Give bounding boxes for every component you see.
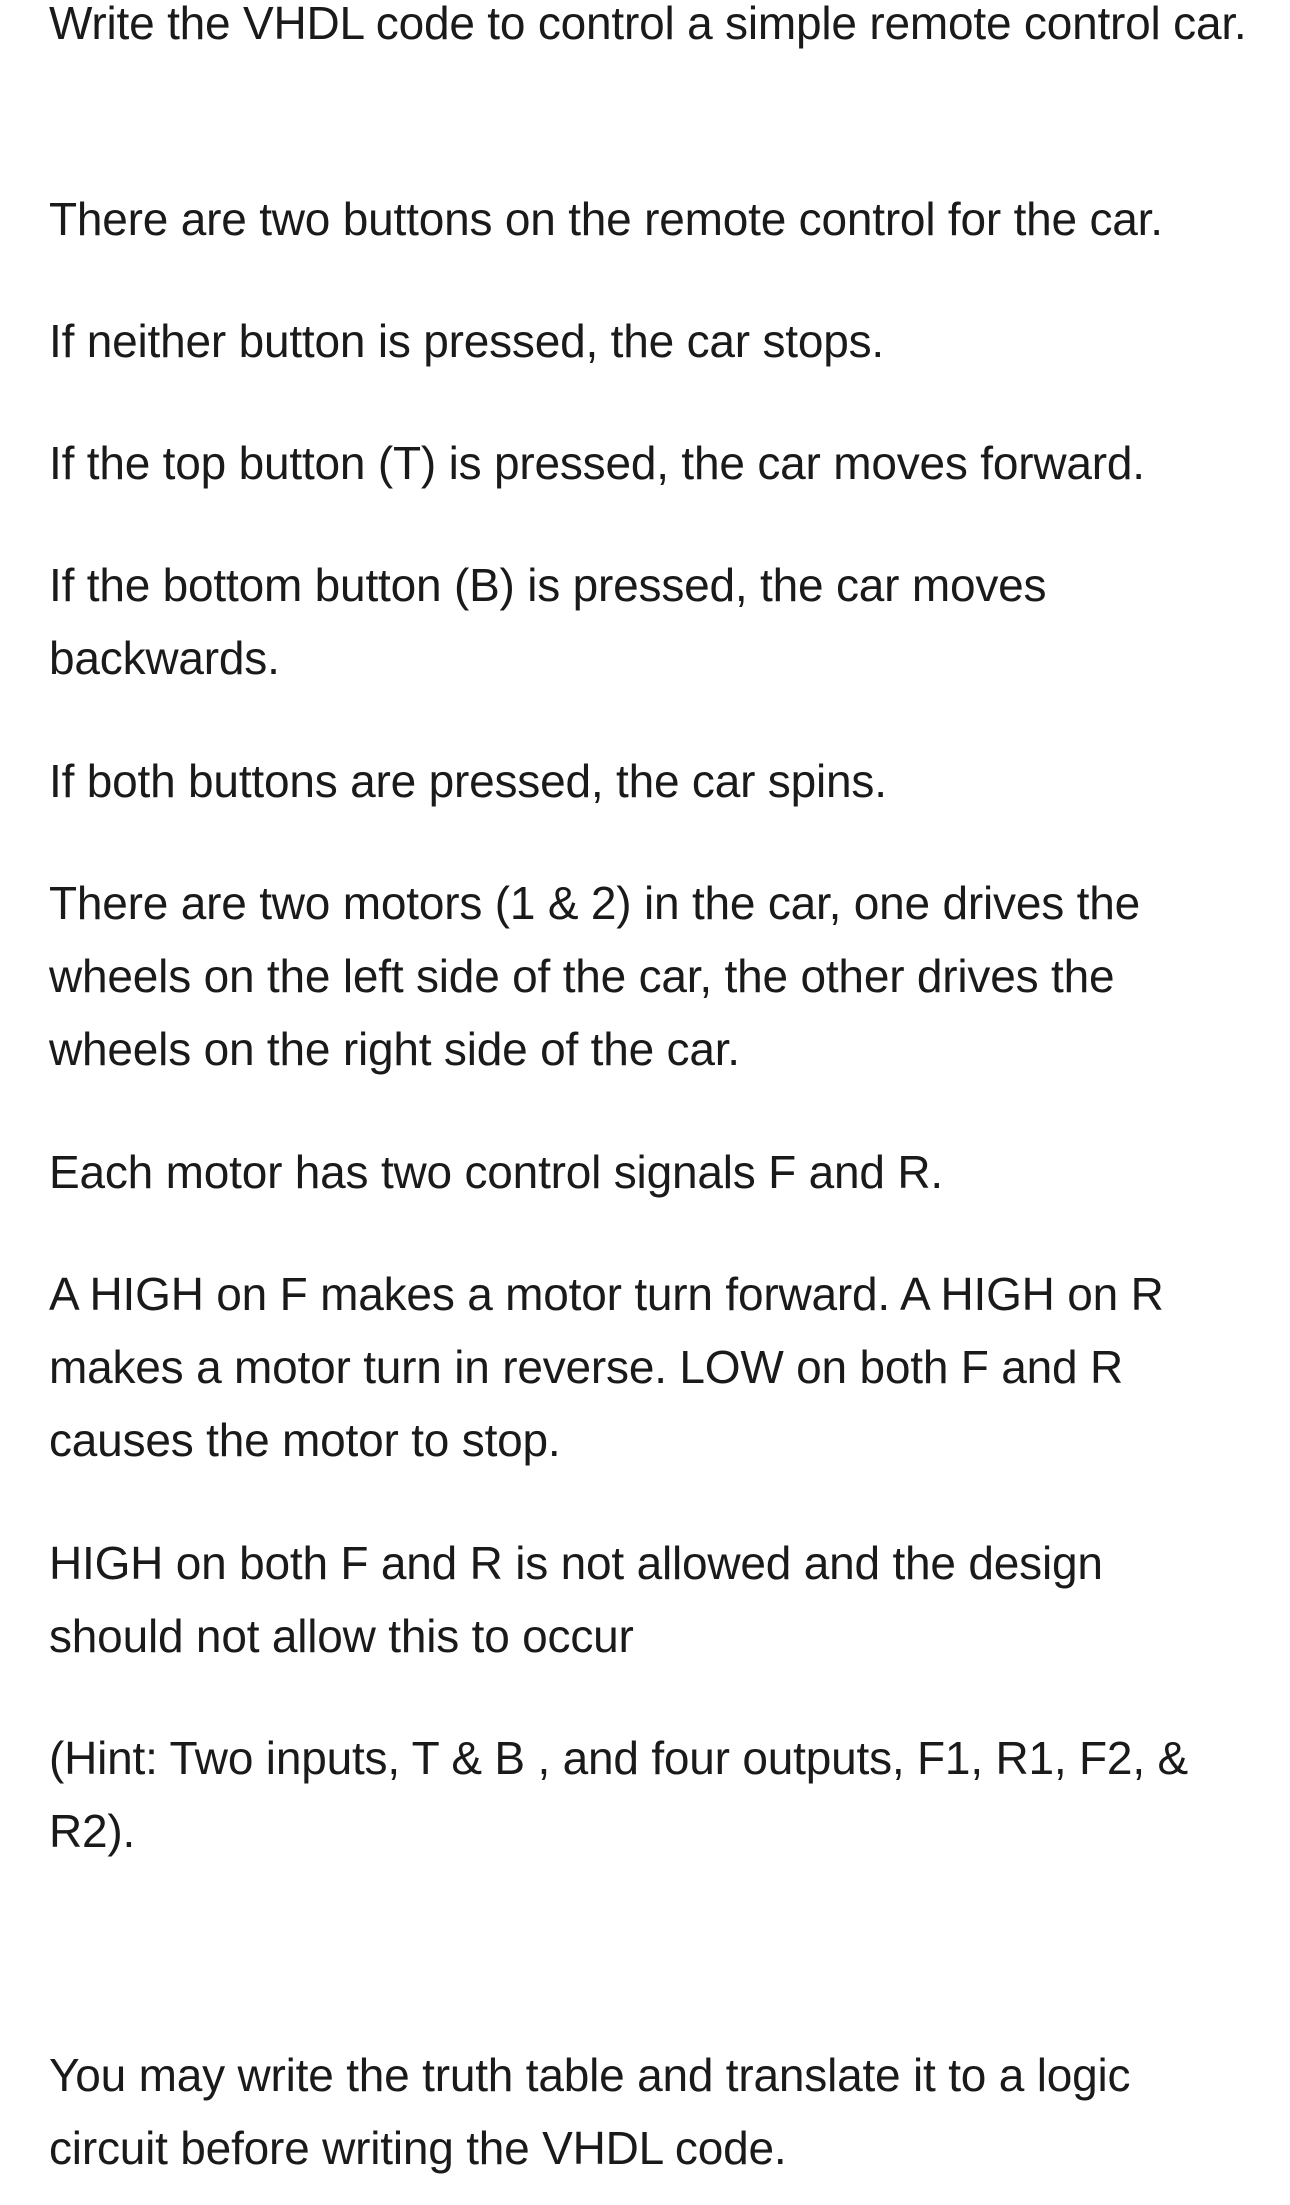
paragraph-high-low: A HIGH on F makes a motor turn forward. A HIGH on R makes a motor turn in reverse. LOW on both F and R causes the motor to stop.	[49, 1268, 1164, 1466]
paragraph-not-allowed: HIGH on both F and R is not allowed and the design should not allow this to occur	[49, 1537, 1103, 1662]
paragraph-neither: If neither button is pressed, the car stops.	[49, 315, 884, 367]
paragraph-top-button: If the top button (T) is pressed, the car moves forward.	[49, 437, 1145, 489]
paragraph-task: Write the VHDL code to control a simple remote control car.	[49, 0, 1247, 49]
paragraph-control-signals: Each motor has two control signals F and R.	[49, 1146, 943, 1198]
paragraph-hint: (Hint: Two inputs, T & B , and four outputs, F1, R1, F2, & R2).	[49, 1732, 1188, 1857]
paragraph-buttons: There are two buttons on the remote control for the car.	[49, 193, 1163, 245]
paragraph-truth-table: You may write the truth table and translate it to a logic circuit before writing the VHDL code.	[49, 2049, 1131, 2174]
paragraph-motors: There are two motors (1 & 2) in the car, one drives the wheels on the left side of the car, the other drives the wheels on the right side of the car.	[49, 877, 1140, 1075]
paragraph-bottom-button: If the bottom button (B) is pressed, the car moves backwards.	[49, 559, 1047, 684]
paragraph-both-buttons: If both buttons are pressed, the car spins.	[49, 755, 887, 807]
